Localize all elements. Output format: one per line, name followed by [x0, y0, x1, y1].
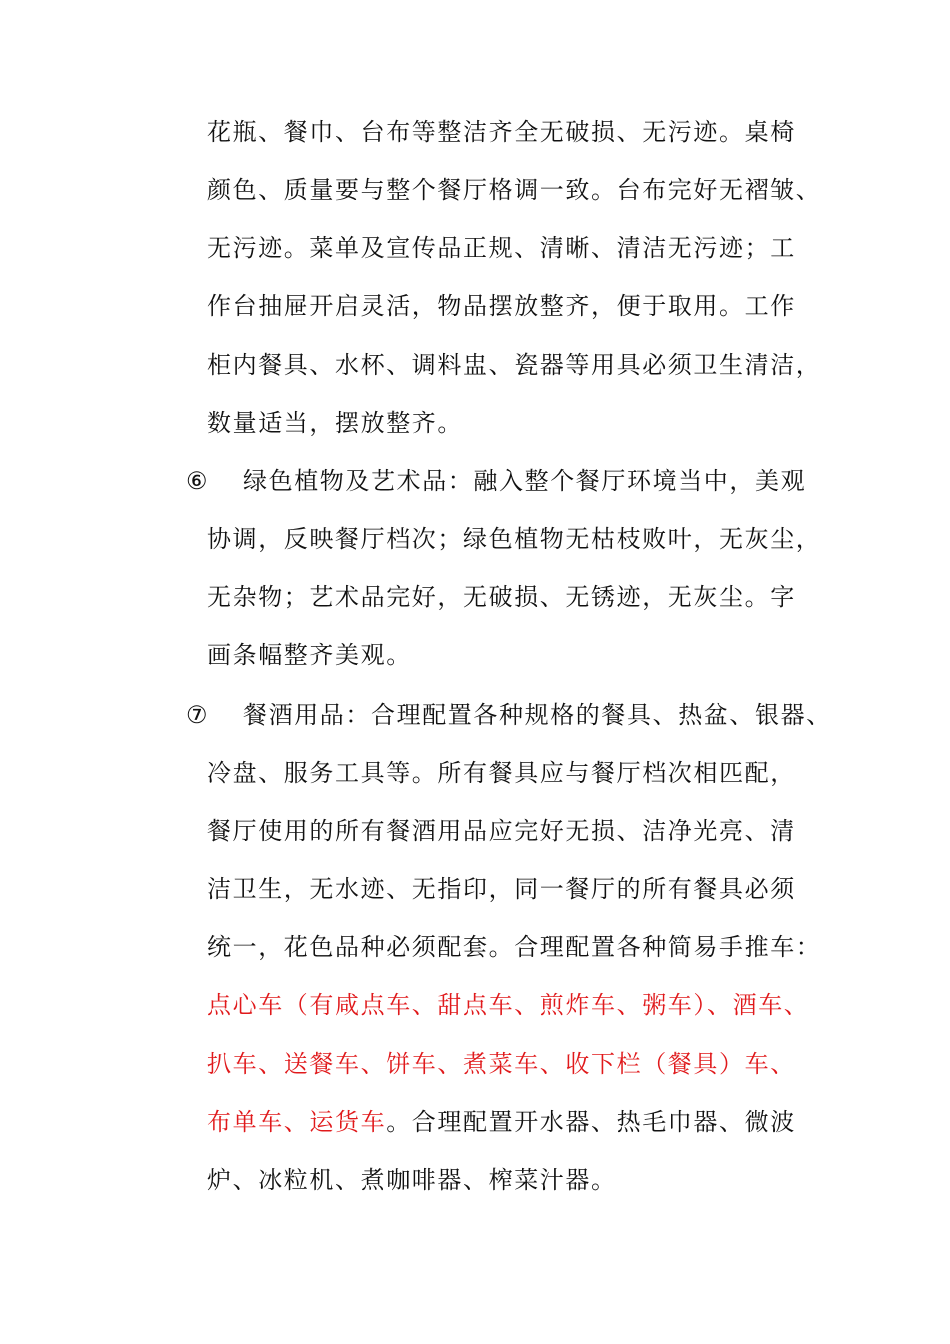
list-item-7-line: 餐厅使用的所有餐酒用品应完好无损、洁净光亮、清 — [207, 817, 796, 845]
text-span: 。合理配置开水器、热毛巾器、微波 — [386, 1108, 796, 1136]
list-item-7-line: 炉、冰粒机、煮咖啡器、榨菜汁器。 — [207, 1166, 617, 1194]
text-line: 花瓶、餐巾、台布等整洁齐全无破损、无污迹。桌椅 — [207, 118, 796, 146]
list-item-6-line: 画条幅整齐美观。 — [207, 641, 412, 669]
highlighted-text-line: 扒车、送餐车、饼车、煮菜车、收下栏（餐具）车、 — [207, 1050, 796, 1078]
highlighted-text-line: 点心车（有咸点车、甜点车、煎炸车、粥车）、酒车、 — [207, 991, 810, 1019]
list-item-6-line: 协调，反映餐厅档次；绿色植物无枯枝败叶，无灰尘， — [207, 525, 822, 553]
highlighted-text: 布单车、运货车 — [207, 1108, 387, 1136]
text-line: 数量适当，摆放整齐。 — [207, 409, 463, 437]
list-item-7-line: 餐酒用品：合理配置各种规格的餐具、热盆、银器、 — [243, 701, 832, 729]
list-item-6-line: 绿色植物及艺术品：融入整个餐厅环境当中，美观 — [243, 467, 807, 495]
text-line: 颜色、质量要与整个餐厅格调一致。台布完好无褶皱、 — [207, 176, 822, 204]
text-line: 无污迹。菜单及宣传品正规、清晰、清洁无污迹；工 — [207, 234, 796, 262]
text-line: 作台抽屉开启灵活，物品摆放整齐，便于取用。工作 — [207, 292, 796, 320]
list-item-7-line: 统一，花色品种必须配套。合理配置各种简易手推车： — [207, 933, 822, 961]
mixed-text-line — [207, 1107, 847, 1137]
list-item-6-line: 无杂物；艺术品完好，无破损、无锈迹，无灰尘。字 — [207, 583, 796, 611]
text-line: 柜内餐具、水杯、调料盅、瓷器等用具必须卫生清洁， — [207, 351, 822, 379]
list-marker-6: ⑥ — [186, 467, 208, 495]
list-item-7-line: 冷盘、服务工具等。所有餐具应与餐厅档次相匹配， — [207, 759, 796, 787]
list-marker-7: ⑦ — [186, 701, 208, 729]
list-item-7-line: 洁卫生，无水迹、无指印，同一餐厅的所有餐具必须 — [207, 875, 796, 903]
